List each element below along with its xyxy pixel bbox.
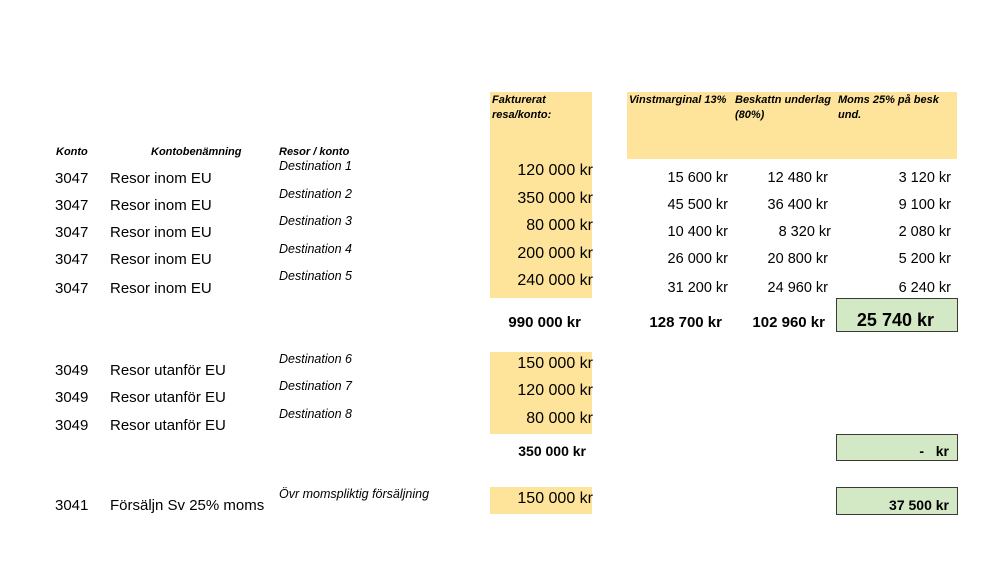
margin-cell: 31 200 kr: [667, 280, 728, 296]
destination-cell: Destination 6: [279, 352, 352, 366]
taxbase-cell: 8 320 kr: [778, 224, 831, 240]
account-name-cell: Resor inom EU: [110, 197, 212, 214]
eu-invoiced-total: 990 000 kr: [508, 314, 581, 331]
destination-cell: Destination 3: [279, 214, 352, 228]
destination-cell: Destination 8: [279, 407, 352, 421]
eu-vat-total: 25 740 kr: [856, 310, 934, 330]
taxbase-cell: 36 400 kr: [767, 197, 828, 213]
konto-cell: 3047: [55, 197, 89, 214]
konto-cell: 3047: [55, 224, 89, 241]
destination-cell: Destination 4: [279, 242, 352, 256]
destination-cell: Destination 1: [279, 159, 352, 173]
account-name-cell: Resor inom EU: [110, 224, 212, 241]
konto-cell: 3049: [55, 417, 89, 434]
margin-cell: 26 000 kr: [667, 251, 728, 267]
account-name-cell: Resor utanför EU: [110, 417, 226, 434]
vat-cell: 6 240 kr: [898, 280, 951, 296]
eu-taxbase-total: 102 960 kr: [752, 314, 825, 331]
konto-cell: 3041: [55, 497, 89, 514]
destination-cell: Destination 7: [279, 379, 352, 393]
invoiced-cell: 200 000 kr: [517, 245, 593, 262]
invoiced-cell: 120 000 kr: [517, 382, 593, 399]
vat-header: Moms 25% på besk und.: [838, 94, 939, 121]
noneu-invoiced-total: 350 000 kr: [518, 443, 586, 459]
konto-column-header: Konto: [56, 146, 88, 158]
account-name-cell: Resor utanför EU: [110, 389, 226, 406]
invoiced-cell: 150 000 kr: [517, 355, 593, 372]
invoiced-cell: 240 000 kr: [517, 272, 593, 289]
destination-cell: Destination 2: [279, 187, 352, 201]
account-name-cell: Försäljn Sv 25% moms: [110, 497, 265, 514]
noneu-vat-total: - kr: [919, 443, 949, 459]
taxbase-cell: 12 480 kr: [767, 170, 828, 186]
eu-margin-total: 128 700 kr: [649, 314, 722, 331]
konto-cell: 3049: [55, 389, 89, 406]
destination-cell: Övr momspliktig försäljning: [279, 487, 430, 501]
invoiced-cell: 80 000 kr: [526, 410, 593, 427]
margin-cell: 45 500 kr: [667, 197, 728, 213]
invoiced-cell: 150 000 kr: [517, 490, 593, 507]
account-name-cell: Resor inom EU: [110, 251, 212, 268]
invoiced-header: Fakturerat resa/konto:: [492, 94, 552, 121]
name-column-header: Kontobenämning: [151, 146, 242, 158]
margin-header: Vinstmarginal 13%: [629, 94, 727, 106]
konto-cell: 3047: [55, 170, 89, 187]
vat-cell: 9 100 kr: [898, 197, 951, 213]
travel-column-header: Resor / konto: [279, 146, 350, 158]
account-name-cell: Resor inom EU: [110, 170, 212, 187]
taxbase-cell: 20 800 kr: [767, 251, 828, 267]
invoiced-cell: 120 000 kr: [517, 162, 593, 179]
account-name-cell: Resor utanför EU: [110, 362, 226, 379]
konto-cell: 3047: [55, 280, 89, 297]
vat-cell: 2 080 kr: [898, 224, 951, 240]
invoiced-cell: 350 000 kr: [517, 190, 593, 207]
taxbase-cell: 24 960 kr: [767, 280, 828, 296]
konto-cell: 3049: [55, 362, 89, 379]
margin-cell: 10 400 kr: [667, 224, 728, 240]
sales-vat-total: 37 500 kr: [889, 497, 949, 513]
destination-cell: Destination 5: [279, 269, 352, 283]
vat-cell: 3 120 kr: [898, 170, 951, 186]
account-name-cell: Resor inom EU: [110, 280, 212, 297]
invoiced-cell: 80 000 kr: [526, 217, 593, 234]
vat-cell: 5 200 kr: [898, 251, 951, 267]
konto-cell: 3047: [55, 251, 89, 268]
margin-cell: 15 600 kr: [667, 170, 728, 186]
taxbase-header: Beskattn underlag (80%): [735, 94, 831, 121]
